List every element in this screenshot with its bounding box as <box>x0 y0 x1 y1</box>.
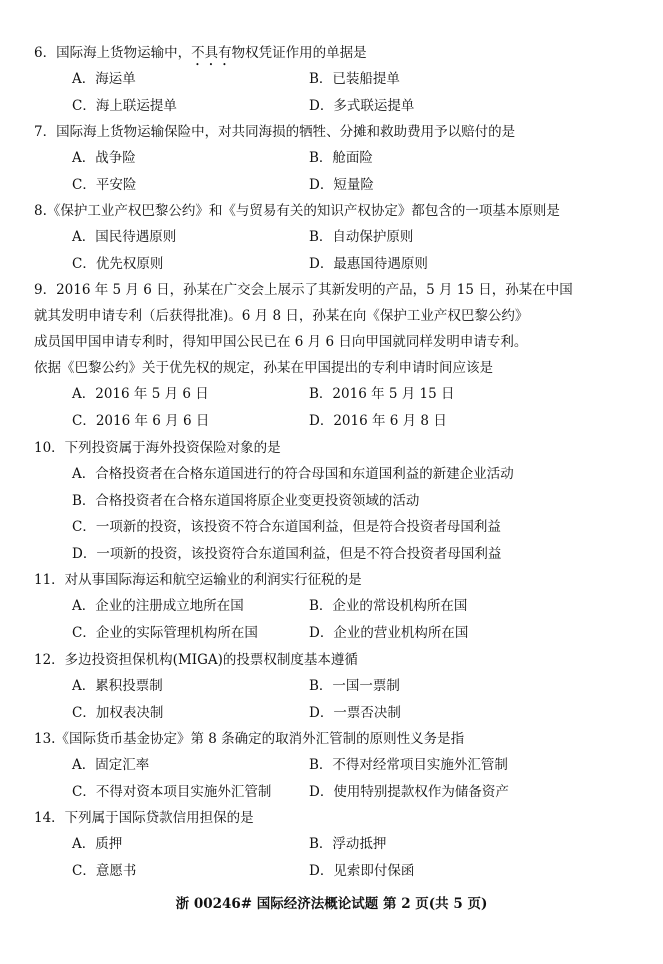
option-a: A．2016 年 5 月 6 日 <box>72 386 209 402</box>
stem-text: 6．国际海上货物运输中， <box>34 45 192 61</box>
options-row <box>34 831 634 858</box>
options-row <box>34 858 634 885</box>
option-c: C．不得对资本项目实施外汇管制 <box>72 784 272 800</box>
options-row <box>34 224 634 251</box>
options-row <box>34 172 634 199</box>
option-d: D．多式联运提单 <box>309 98 415 114</box>
question-10 <box>34 435 634 567</box>
question-11 <box>34 567 634 647</box>
question-stem: 13.《国际货币基金协定》第 8 条确定的取消外汇管制的原则性义务是指 <box>34 731 465 747</box>
options-row <box>34 145 634 172</box>
option-c: C．海上联运提单 <box>72 98 177 114</box>
option-c: C．平安险 <box>72 177 137 193</box>
option-d: D．见索即付保函 <box>309 863 415 879</box>
option-d: D．一项新的投资，该投资符合东道国利益，但是不符合投资者母国利益 <box>72 545 502 562</box>
option-d: D．最惠国待遇原则 <box>309 256 428 272</box>
options-row <box>34 251 634 278</box>
option-d: D．一票否决制 <box>309 705 401 721</box>
question-stem: 11．对从事国际海运和航空运输业的利润实行征税的是 <box>34 572 362 588</box>
question-13 <box>34 726 634 806</box>
option-d: D．短量险 <box>309 177 374 193</box>
question-stem <box>34 40 634 66</box>
option-c: C．加权表决制 <box>72 705 164 721</box>
options-row <box>34 700 634 727</box>
question-14 <box>34 805 634 885</box>
option-a: A．海运单 <box>72 71 136 87</box>
option-a: A．战争险 <box>72 150 136 166</box>
question-9 <box>34 277 634 435</box>
option-a: A．国民待遇原则 <box>72 229 177 245</box>
question-6 <box>34 40 634 120</box>
page-footer: 浙 00246# 国际经济法概论试题 第 2 页(共 5 页) <box>175 896 488 912</box>
options-row <box>34 673 634 700</box>
question-stem-line: 就其发明申请专利（后获得批准)。6 月 8 日，孙某在向《保护工业产权巴黎公约》 <box>34 308 529 324</box>
option-c: C．企业的实际管理机构所在国 <box>72 625 258 641</box>
emphasized-text: 不具有 <box>191 45 232 61</box>
question-stem: 8.《保护工业产权巴黎公约》和《与贸易有关的知识产权协定》都包含的一项基本原则是 <box>34 203 560 219</box>
option-a: A．企业的注册成立地所在国 <box>72 598 244 614</box>
question-stem: 12．多边投资担保机构(MIGA)的投票权制度基本遵循 <box>34 652 358 668</box>
option-a: A．合格投资者在合格东道国进行的符合母国和东道国利益的新建企业活动 <box>72 466 514 482</box>
option-b: B．企业的常设机构所在国 <box>309 598 468 614</box>
question-7 <box>34 119 634 199</box>
options-row <box>34 779 634 806</box>
options-row <box>34 93 634 120</box>
options-row <box>34 752 634 779</box>
option-b: B．合格投资者在合格东道国将原企业变更投资领域的活动 <box>72 492 420 509</box>
options-row <box>34 66 634 93</box>
options-row <box>34 408 634 435</box>
option-a: A．质押 <box>72 836 123 852</box>
option-b: B．一国一票制 <box>309 678 400 694</box>
options-row <box>34 620 634 647</box>
question-stem: 7．国际海上货物运输保险中，对共同海损的牺牲、分摊和救助费用予以赔付的是 <box>34 124 516 140</box>
option-c: C．优先权原则 <box>72 256 164 272</box>
option-b: B．自动保护原则 <box>309 229 414 245</box>
option-b: B．舱面险 <box>309 150 373 166</box>
option-b: B．已装船提单 <box>309 71 400 87</box>
option-a: A．固定汇率 <box>72 757 150 773</box>
question-stem-line: 9．2016 年 5 月 6 日，孙某在广交会上展示了其新发明的产品，5 月 15 日，孙某在中国 <box>34 282 573 298</box>
option-c: C．2016 年 6 月 6 日 <box>72 413 210 429</box>
option-c: C．一项新的投资，该投资不符合东道国利益，但是符合投资者母国利益 <box>72 519 501 535</box>
options-row <box>34 381 634 408</box>
options-row <box>34 593 634 620</box>
option-a: A．累积投票制 <box>72 678 163 694</box>
question-12 <box>34 647 634 727</box>
question-stem-line: 成员国甲国申请专利时，得知甲国公民已在 6 月 6 日向甲国就同样发明申请专利。 <box>34 334 528 350</box>
question-stem: 14．下列属于国际贷款信用担保的是 <box>34 810 254 826</box>
question-8 <box>34 198 634 278</box>
question-stem-line: 依据《巴黎公约》关于优先权的规定，孙某在甲国提出的专利申请时间应该是 <box>34 360 493 376</box>
option-d: D．使用特别提款权作为储备资产 <box>309 784 509 800</box>
stem-text: 物权凭证作用的单据是 <box>231 45 367 61</box>
option-d: D．2016 年 6 月 8 日 <box>309 413 447 429</box>
option-d: D．企业的营业机构所在国 <box>309 625 469 641</box>
option-b: B．浮动抵押 <box>309 836 387 852</box>
question-stem: 10．下列投资属于海外投资保险对象的是 <box>34 440 281 456</box>
option-b: B．2016 年 5 月 15 日 <box>309 386 455 402</box>
option-c: C．意愿书 <box>72 863 137 879</box>
option-b: B．不得对经常项目实施外汇管制 <box>309 757 508 773</box>
